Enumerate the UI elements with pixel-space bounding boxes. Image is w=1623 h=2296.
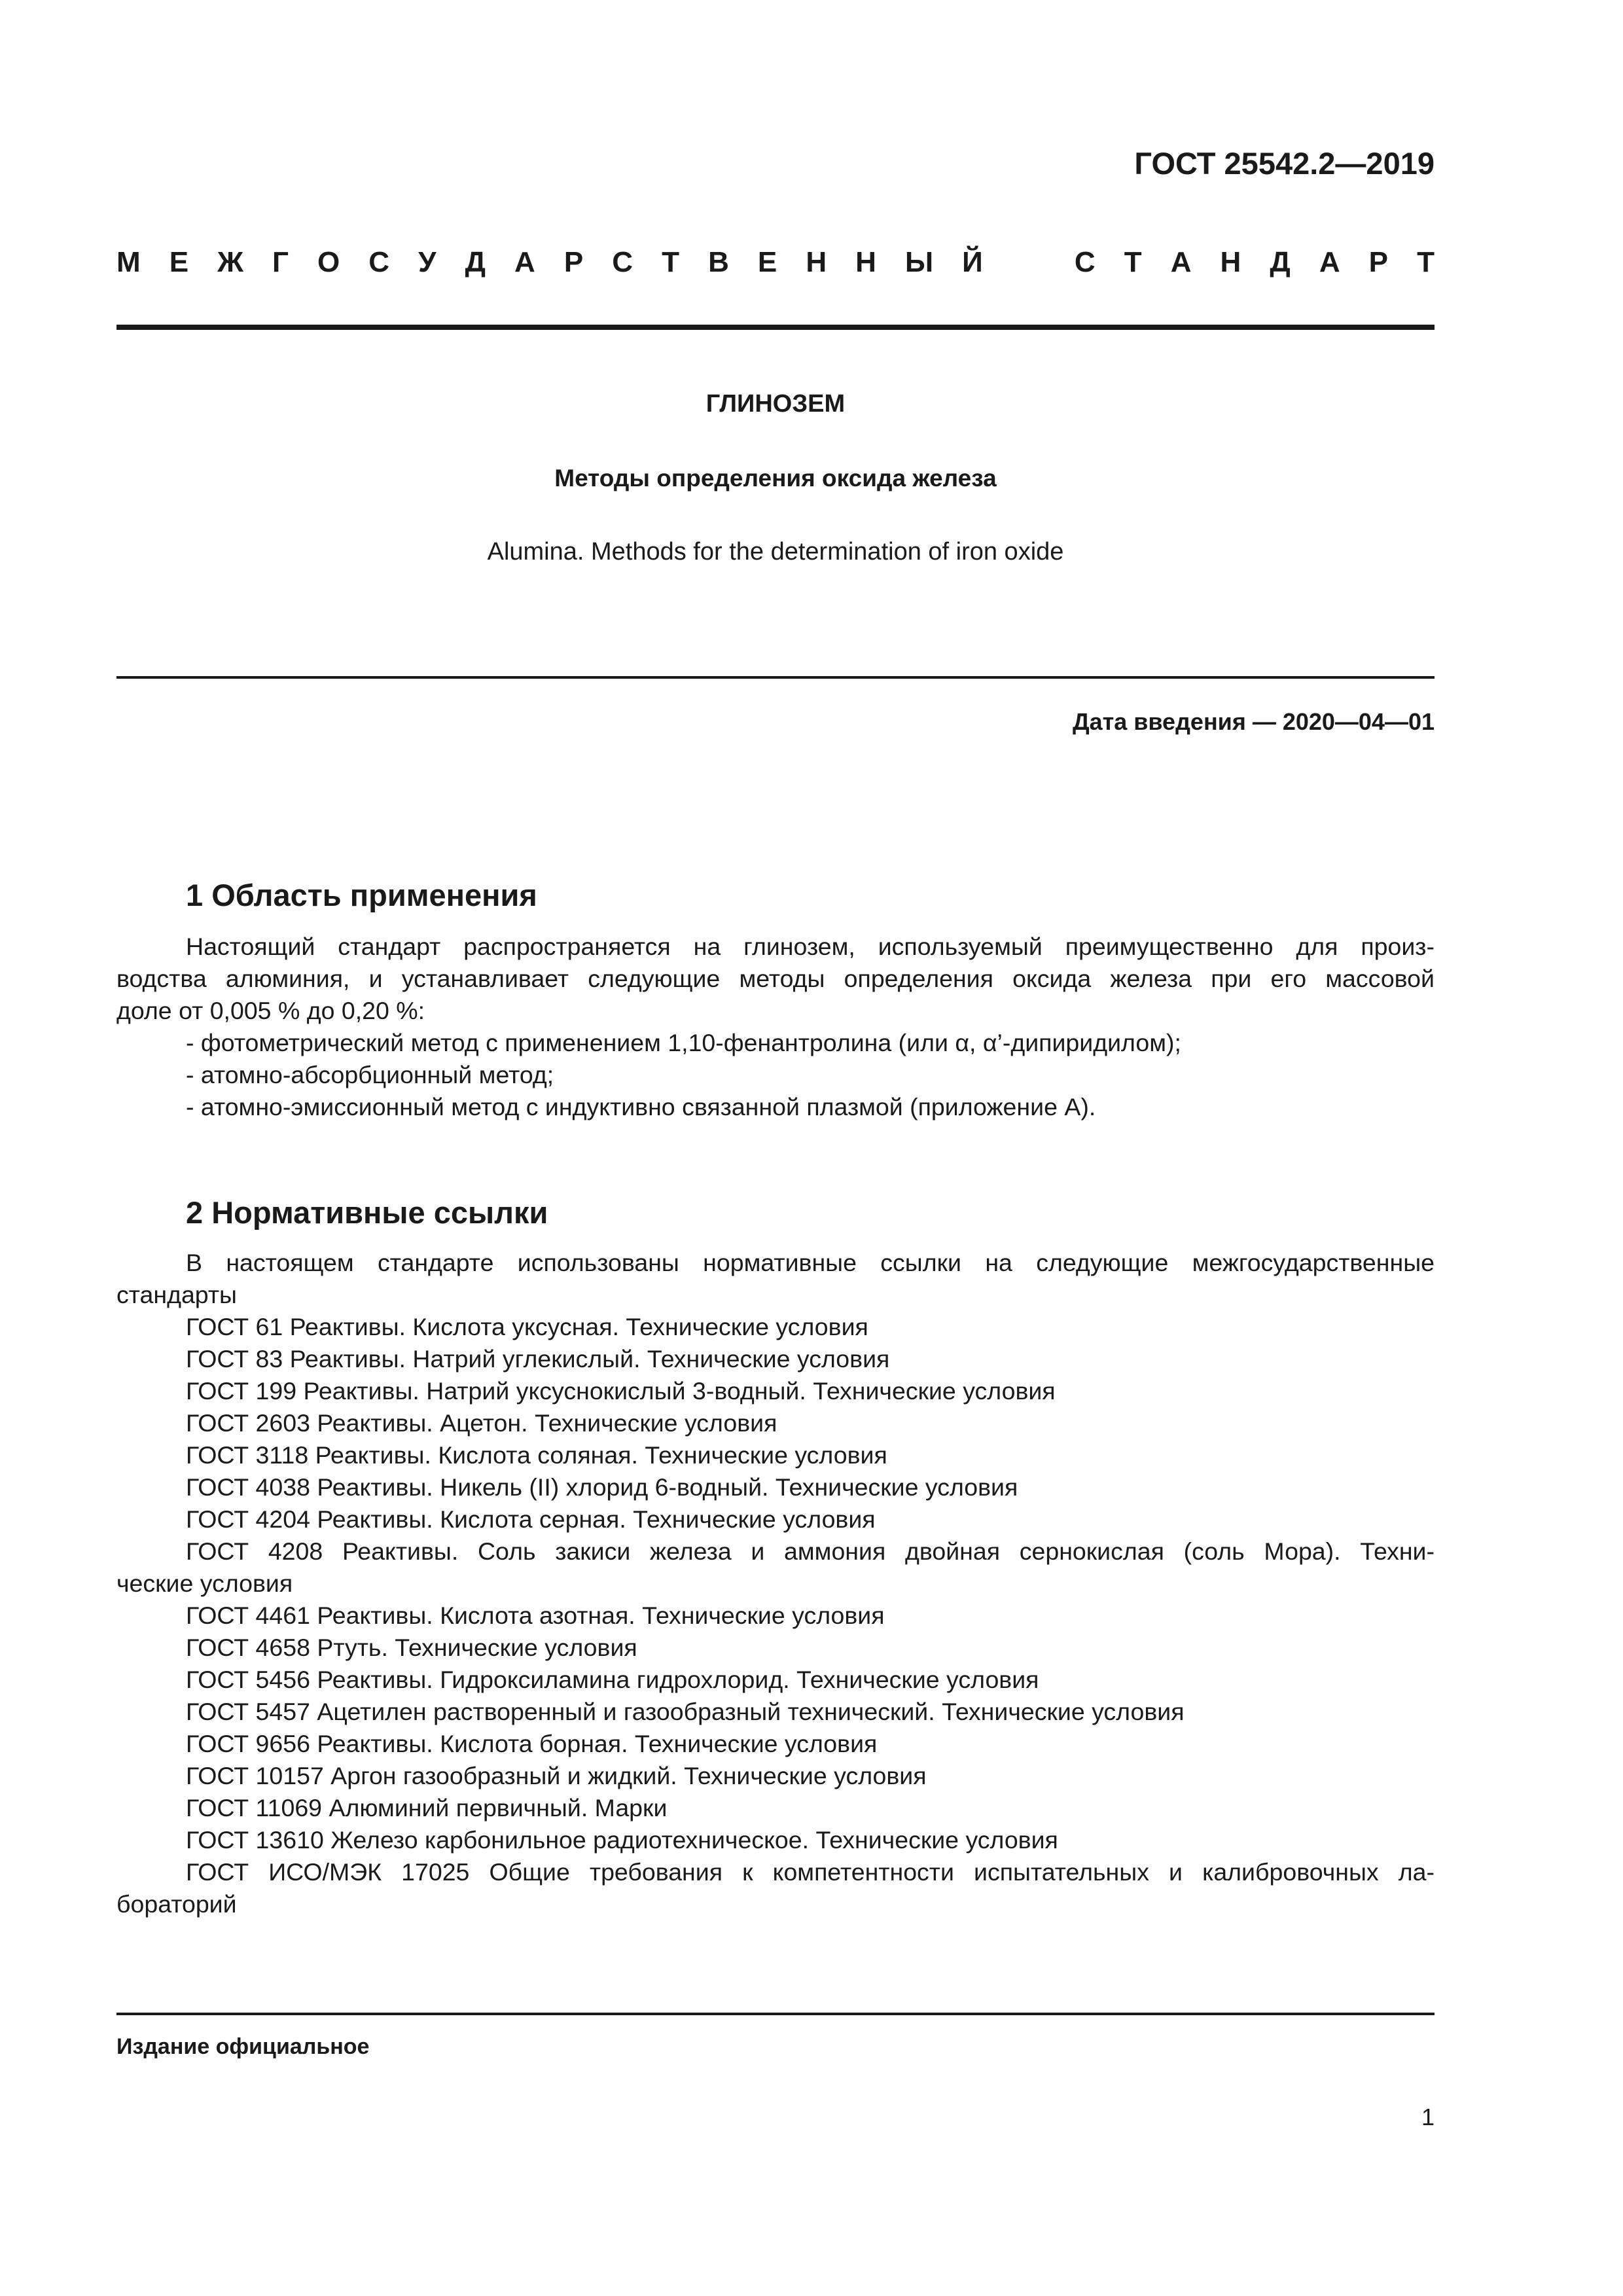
banner-letter: О: [317, 246, 340, 278]
reference-item-line: ГОСТ 199 Реактивы. Натрий уксуснокислый 3-водный. Технические условия: [186, 1377, 1056, 1405]
header-divider: [116, 325, 1435, 330]
document-number: ГОСТ 25542.2—2019: [1134, 146, 1435, 181]
banner-letter: Т: [1417, 246, 1435, 278]
reference-item-line: ГОСТ 4461 Реактивы. Кислота азотная. Технические условия: [186, 1602, 885, 1629]
reference-item-line: ГОСТ 4204 Реактивы. Кислота серная. Технические условия: [186, 1505, 876, 1533]
banner-letter: А: [514, 246, 535, 278]
reference-item-line: ГОСТ 5457 Ацетилен растворенный и газообразный технический. Технические условия: [186, 1698, 1185, 1725]
reference-item-line: бораторий: [116, 1890, 237, 1918]
introduction-date: Дата введения — 2020—04—01: [1072, 708, 1435, 735]
section-scope-body: [116, 931, 1435, 1123]
banner-letter: Ж: [217, 246, 243, 278]
section-heading-scope: 1 Область применения: [186, 878, 537, 912]
reference-item-line: ГОСТ ИСО/МЭК 17025 Общие требования к компетентности испытательных и калибровочных ла-: [186, 1858, 1435, 1886]
banner-word-gap: [1012, 246, 1046, 279]
document-title-english: Alumina. Methods for the determination of iron oxide: [487, 538, 1064, 565]
paragraph-line: В настоящем стандарте использованы нормативные ссылки на следующие межгосударственные: [186, 1249, 1435, 1276]
banner-letter: Т: [662, 246, 679, 278]
reference-item-line: ГОСТ 4658 Ртуть. Технические условия: [186, 1634, 637, 1661]
reference-item-line: ГОСТ 10157 Аргон газообразный и жидкий. Технические условия: [186, 1762, 927, 1789]
banner-letter: С: [368, 246, 390, 278]
reference-item-line: ГОСТ 83 Реактивы. Натрий углекислый. Технические условия: [186, 1345, 890, 1372]
list-item: - атомно-эмиссионный метод с индуктивно связанной плазмой (приложение А).: [186, 1093, 1096, 1121]
reference-list: [116, 1311, 1435, 1920]
banner-letter: А: [1319, 246, 1340, 278]
banner-letter: Г: [272, 246, 289, 278]
banner-letter: Р: [563, 246, 584, 278]
banner-letter: С: [1074, 246, 1096, 278]
banner-letter: Н: [855, 246, 876, 278]
banner-letter: С: [612, 246, 633, 278]
reference-item-line: ческие условия: [116, 1570, 293, 1597]
reference-item-line: ГОСТ 61 Реактивы. Кислота уксусная. Технические условия: [186, 1313, 868, 1340]
interstate-standard-banner: [116, 246, 1435, 279]
document-title: ГЛИНОЗЕМ: [705, 390, 846, 418]
banner-letter: А: [1170, 246, 1192, 278]
reference-item-line: ГОСТ 11069 Алюминий первичный. Марки: [186, 1794, 668, 1821]
paragraph-line: стандарты: [116, 1281, 237, 1308]
banner-letter: Т: [1124, 246, 1142, 278]
official-edition-label: Издание официальное: [116, 2034, 370, 2059]
reference-item-line: ГОСТ 3118 Реактивы. Кислота соляная. Технические условия: [186, 1441, 887, 1469]
banner-letter: Д: [465, 246, 486, 278]
banner-letter: В: [708, 246, 729, 278]
paragraph-line: Настоящий стандарт распространяется на глинозем, используемый преимущественно для произ-: [186, 933, 1435, 960]
reference-item-line: ГОСТ 2603 Реактивы. Ацетон. Технические условия: [186, 1409, 777, 1437]
reference-item-line: ГОСТ 5456 Реактивы. Гидроксиламина гидрохлорид. Технические условия: [186, 1666, 1039, 1693]
list-item: - фотометрический метод с применением 1,10-фенантролина (или α, α’-дипиридилом);: [186, 1029, 1181, 1056]
page-number: 1: [1421, 2104, 1435, 2130]
reference-item-line: ГОСТ 9656 Реактивы. Кислота борная. Технические условия: [186, 1730, 878, 1757]
reference-item-line: ГОСТ 4208 Реактивы. Соль закиси железа и аммония двойная сернокислая (соль Мора). Техни-: [186, 1537, 1435, 1565]
banner-letter: У: [418, 246, 437, 278]
list-item: - атомно-абсорбционный метод;: [186, 1061, 554, 1088]
reference-item-line: ГОСТ 4038 Реактивы. Никель (II) хлорид 6-водный. Технические условия: [186, 1473, 1018, 1501]
banner-letter: Д: [1270, 246, 1291, 278]
section-references-body: [116, 1247, 1435, 1920]
paragraph-line: водства алюминия, и устанавливает следующие методы определения оксида железа при его массовой: [116, 965, 1435, 992]
footer-divider: [116, 2013, 1435, 2015]
banner-letter: М: [116, 246, 141, 278]
document-subtitle: Методы определения оксида железа: [554, 465, 997, 492]
section-heading-normative-references: 2 Нормативные ссылки: [186, 1195, 548, 1230]
banner-letter: Ы: [905, 246, 934, 278]
banner-letter: Е: [169, 246, 189, 278]
paragraph-line: доле от 0,005 % до 0,20 %:: [116, 997, 425, 1024]
reference-item-line: ГОСТ 13610 Железо карбонильное радиотехническое. Технические условия: [186, 1826, 1058, 1854]
banner-letter: Й: [962, 246, 983, 278]
banner-letter: Н: [1220, 246, 1241, 278]
banner-letter: Р: [1368, 246, 1389, 278]
banner-letter: Н: [806, 246, 827, 278]
title-divider: [116, 676, 1435, 679]
banner-letter: Е: [757, 246, 777, 278]
